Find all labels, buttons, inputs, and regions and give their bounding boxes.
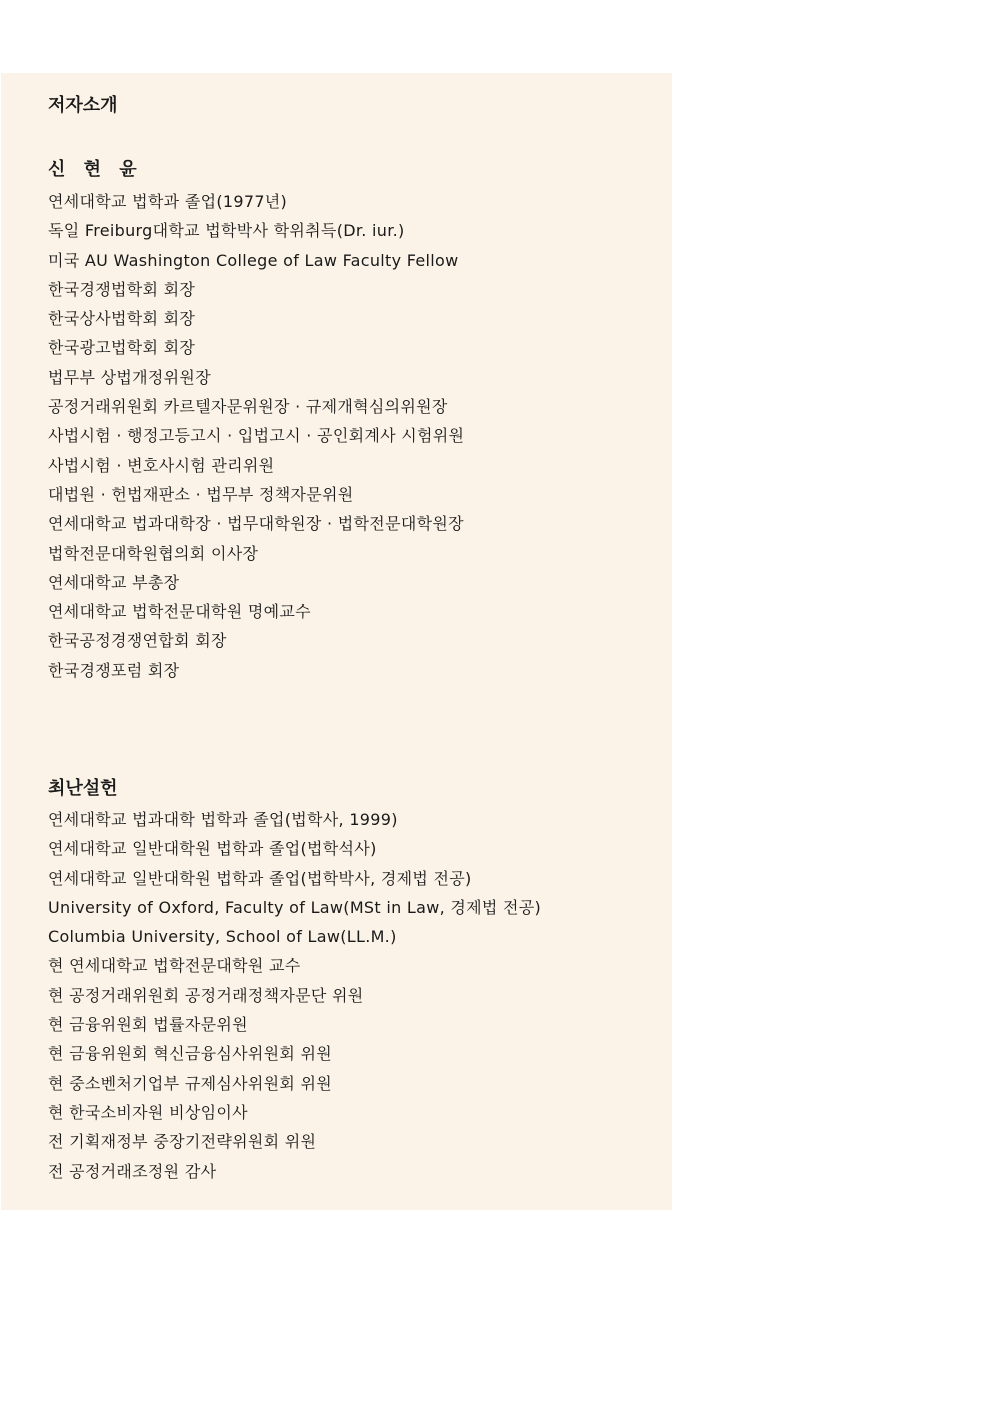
career-item: 연세대학교 부총장 bbox=[48, 572, 180, 592]
career-item: 현 한국소비자원 비상임이사 bbox=[48, 1102, 248, 1122]
career-item: 현 중소벤처기업부 규제심사위원회 위원 bbox=[48, 1073, 333, 1093]
career-item: University of Oxford, Faculty of Law(MSt in Law, 경제법 전공) bbox=[48, 897, 542, 917]
career-item: 연세대학교 법학전문대학원 명예교수 bbox=[48, 602, 311, 622]
career-item: 한국상사법학회 회장 bbox=[48, 309, 196, 329]
career-item: 대법원 · 헌법재판소 · 법무부 정책자문위원 bbox=[48, 484, 354, 504]
career-item: 현 금융위원회 혁신금융심사위원회 위원 bbox=[48, 1044, 333, 1064]
career-item: 연세대학교 일반대학원 법학과 졸업(법학석사) bbox=[48, 839, 377, 859]
section-title: 저자소개 bbox=[48, 95, 118, 116]
career-item: 사법시험 · 변호사시험 관리위원 bbox=[48, 455, 275, 475]
career-item: 한국공정경쟁연합회 회장 bbox=[48, 631, 227, 651]
career-item: 독일 Freiburg대학교 법학박사 학위취득(Dr. iur.) bbox=[48, 221, 405, 241]
career-item: 미국 AU Washington College of Law Faculty Fellow bbox=[48, 250, 459, 270]
career-item: 공정거래위원회 카르텔자문위원장 · 규제개혁심의위원장 bbox=[48, 397, 448, 417]
career-item: 연세대학교 법학과 졸업(1977년) bbox=[48, 192, 288, 211]
career-item: 연세대학교 일반대학원 법학과 졸업(법학박사, 경제법 전공) bbox=[48, 868, 472, 888]
career-item: 연세대학교 법과대학 법학과 졸업(법학사, 1999) bbox=[48, 810, 398, 829]
career-item: 법학전문대학원협의회 이사장 bbox=[48, 543, 259, 563]
author-name-2: 최난설헌 bbox=[48, 778, 118, 799]
career-item: 현 공정거래위원회 공정거래정책자문단 위원 bbox=[48, 985, 364, 1005]
career-item: 전 공정거래조정원 감사 bbox=[48, 1161, 217, 1181]
career-item: 현 금융위원회 법률자문위원 bbox=[48, 1015, 248, 1035]
career-item: 사법시험 · 행정고등고시 · 입법고시 · 공인회계사 시험위원 bbox=[48, 426, 465, 446]
author-name-1: 신 현 윤 bbox=[48, 159, 143, 180]
career-item: 연세대학교 법과대학장 · 법무대학원장 · 법학전문대학원장 bbox=[48, 514, 464, 534]
author-intro-panel bbox=[1, 73, 672, 1210]
career-item: 전 기획재정부 중장기전략위원회 위원 bbox=[48, 1132, 317, 1152]
author-1-career-list bbox=[48, 187, 464, 685]
career-item: Columbia University, School of Law(LL.M.) bbox=[48, 927, 397, 947]
career-item: 한국광고법학회 회장 bbox=[48, 338, 196, 358]
author-2-career-list bbox=[48, 805, 541, 1186]
career-item: 한국경쟁법학회 회장 bbox=[48, 279, 196, 299]
career-item: 한국경쟁포럼 회장 bbox=[48, 660, 180, 680]
career-item: 법무부 상법개정위원장 bbox=[48, 367, 211, 387]
career-item: 현 연세대학교 법학전문대학원 교수 bbox=[48, 956, 301, 976]
